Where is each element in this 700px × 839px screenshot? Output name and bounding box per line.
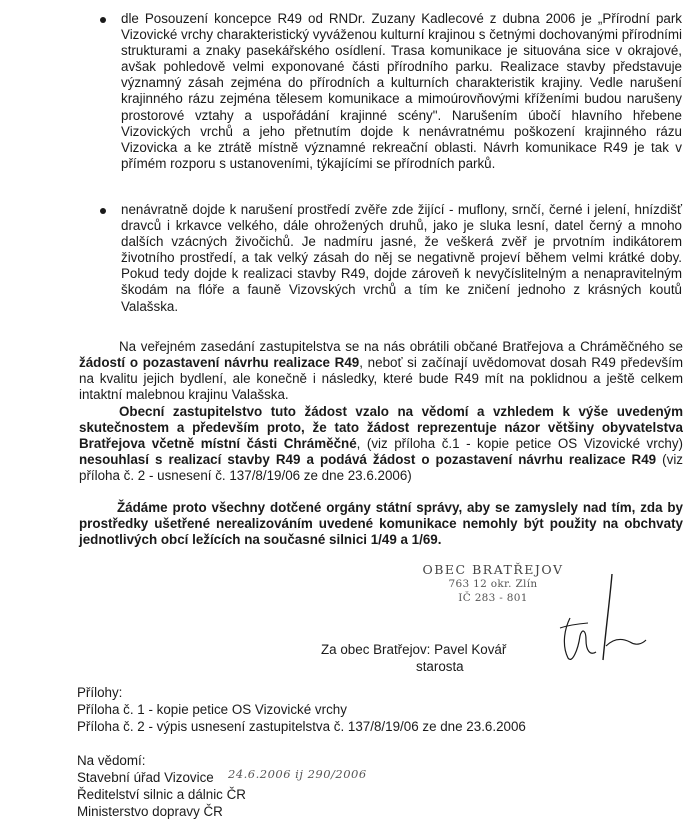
signatory-role: starosta <box>416 659 464 674</box>
bullet-item-assessment: dle Posouzení koncepce R49 od RNDr. Zuzany Kadlecové z dubna 2006 je „Přírodní park Vizovické vrchy charakteristický vyváženou kulturní krajinou s četnými dochovanými přírodními strukturami a znaky pasekářského osídlení. Trasa komunikace je situována sice v okrajové, avšak pohledově velmi exponované části přírodního parku. Realizace stavby představuje významný zásah zejména do přírodních a kulturních charakteristik krajiny. Vedle narušení krajinného rázu zejména tělesem komunikace a mimoúrovňovými kříženími budou narušeny prostorové vztahy a uspořádání krajinné scény". Narušením úbočí hlavního hřebene Vizovických vrchů a jeho přetnutím dojde k nenávratnému poškození krajinného rázu Vizovicka a ke ztrátě místně významné rekreační oblasti. Návrh komunikace R49 je tak v přímém rozporu s ustanoveními, týkajícími se přírodních parků. <box>121 11 682 171</box>
paragraph-bold-text: Obecní zastupitelstvo tuto žádost vzalo na vědomí a vzhledem k výše uvedeným skutečnostem a především proto, že tato žádost reprezentuje názor většiny obyvatelstva Bratřejova včetně místní části Chráměčné <box>79 404 683 452</box>
attachments-heading: Přílohy: <box>77 685 123 700</box>
bullet-item-wildlife: nenávratně dojde k narušení prostředí zvěře zde žijící - muflony, srnčí, černé i jelení, hnízdišť dravců i krkavce velkého, dále ohrožených druhů, jako je sluka lesní, datel černý a mnoho dalších vzácných živočichů. Je nadmíru jasné, že veškerá zvěř je prvotním indikátorem životního prostředí, a tak velký zásah do něj se negativně projeví během velmi krátké doby. Pokud tedy dojde k realizaci stavby R49, dojde zároveň k nevyčíslitelným a nenapravitelným škodám na flóře a fauně Vizovských vrchů a tím ke zničení jednoho z krásných koutů Valašska. <box>121 202 682 314</box>
paragraph-bold-text: Žádáme proto všechny dotčené orgány státní správy, aby se zamyslely nad tím, zda by prostředky ušetřené nerealizováním uvedené komunikace nemohly být použity na obchvaty jednotlivých obcí ležících na současné silnici 1/49 a 1/69. <box>79 500 683 548</box>
signatory-line: Za obec Bratřejov: Pavel Kovář <box>321 642 507 657</box>
paragraph-text: Na veřejném zasedání zastupitelstva se na nás obrátili občané Bratřejova a Chráměčného se <box>119 339 683 354</box>
notice-heading: Na vědomí: <box>77 753 146 768</box>
notice-recipient: Ředitelství silnic a dálnic ČR <box>77 787 246 802</box>
paragraph-text: , neboť si začínají uvědomovat dosah R49 především na kvalitu jejich bydlení, ale konečně i následky, které bude R49 mít na poklidnou a ještě celkem intaktní malebnou krajinu Valašska. <box>79 355 683 403</box>
stamp-title: OBEC BRATŘEJOV <box>422 562 564 577</box>
signature-image <box>540 568 650 668</box>
bullet-marker <box>100 17 106 23</box>
stamp-id: IČ 283 - 801 <box>458 592 528 604</box>
notice-recipient: Ministerstvo dopravy ČR <box>77 804 223 819</box>
paragraph-appeal <box>79 500 683 548</box>
attachment-item: Příloha č. 2 - výpis usnesení zastupitelstva č. 137/8/19/06 ze dne 23.6.2006 <box>77 719 526 734</box>
attachments-section <box>77 684 526 735</box>
paragraph-text: (viz příloha č. 2 - usnesení č. 137/8/19/06 ze dne 23.6.2006) <box>79 452 683 484</box>
paragraph-text: , (viz příloha č.1 - kopie petice OS Vizovické vrchy) <box>356 436 683 452</box>
paragraph-bold-text: žádostí o pozastavení návrhu realizace R49 <box>79 355 360 371</box>
handwritten-note: 24.6.2006 ij 290/2006 <box>228 767 367 781</box>
notice-recipient: Stavební úřad Vizovice <box>77 770 214 785</box>
paragraph-bold-text: nesouhlasí s realizací stavby R49 a podává žádost o pozastavení návrhu realizace R49 <box>79 452 657 468</box>
paragraph-request <box>79 339 683 403</box>
bullet-marker <box>100 208 106 214</box>
stamp-address: 763 12 okr. Zlín <box>448 578 538 590</box>
paragraph-council-decision <box>79 404 683 484</box>
notice-section <box>77 752 246 820</box>
attachment-item: Příloha č. 1 - kopie petice OS Vizovické vrchy <box>77 702 347 717</box>
